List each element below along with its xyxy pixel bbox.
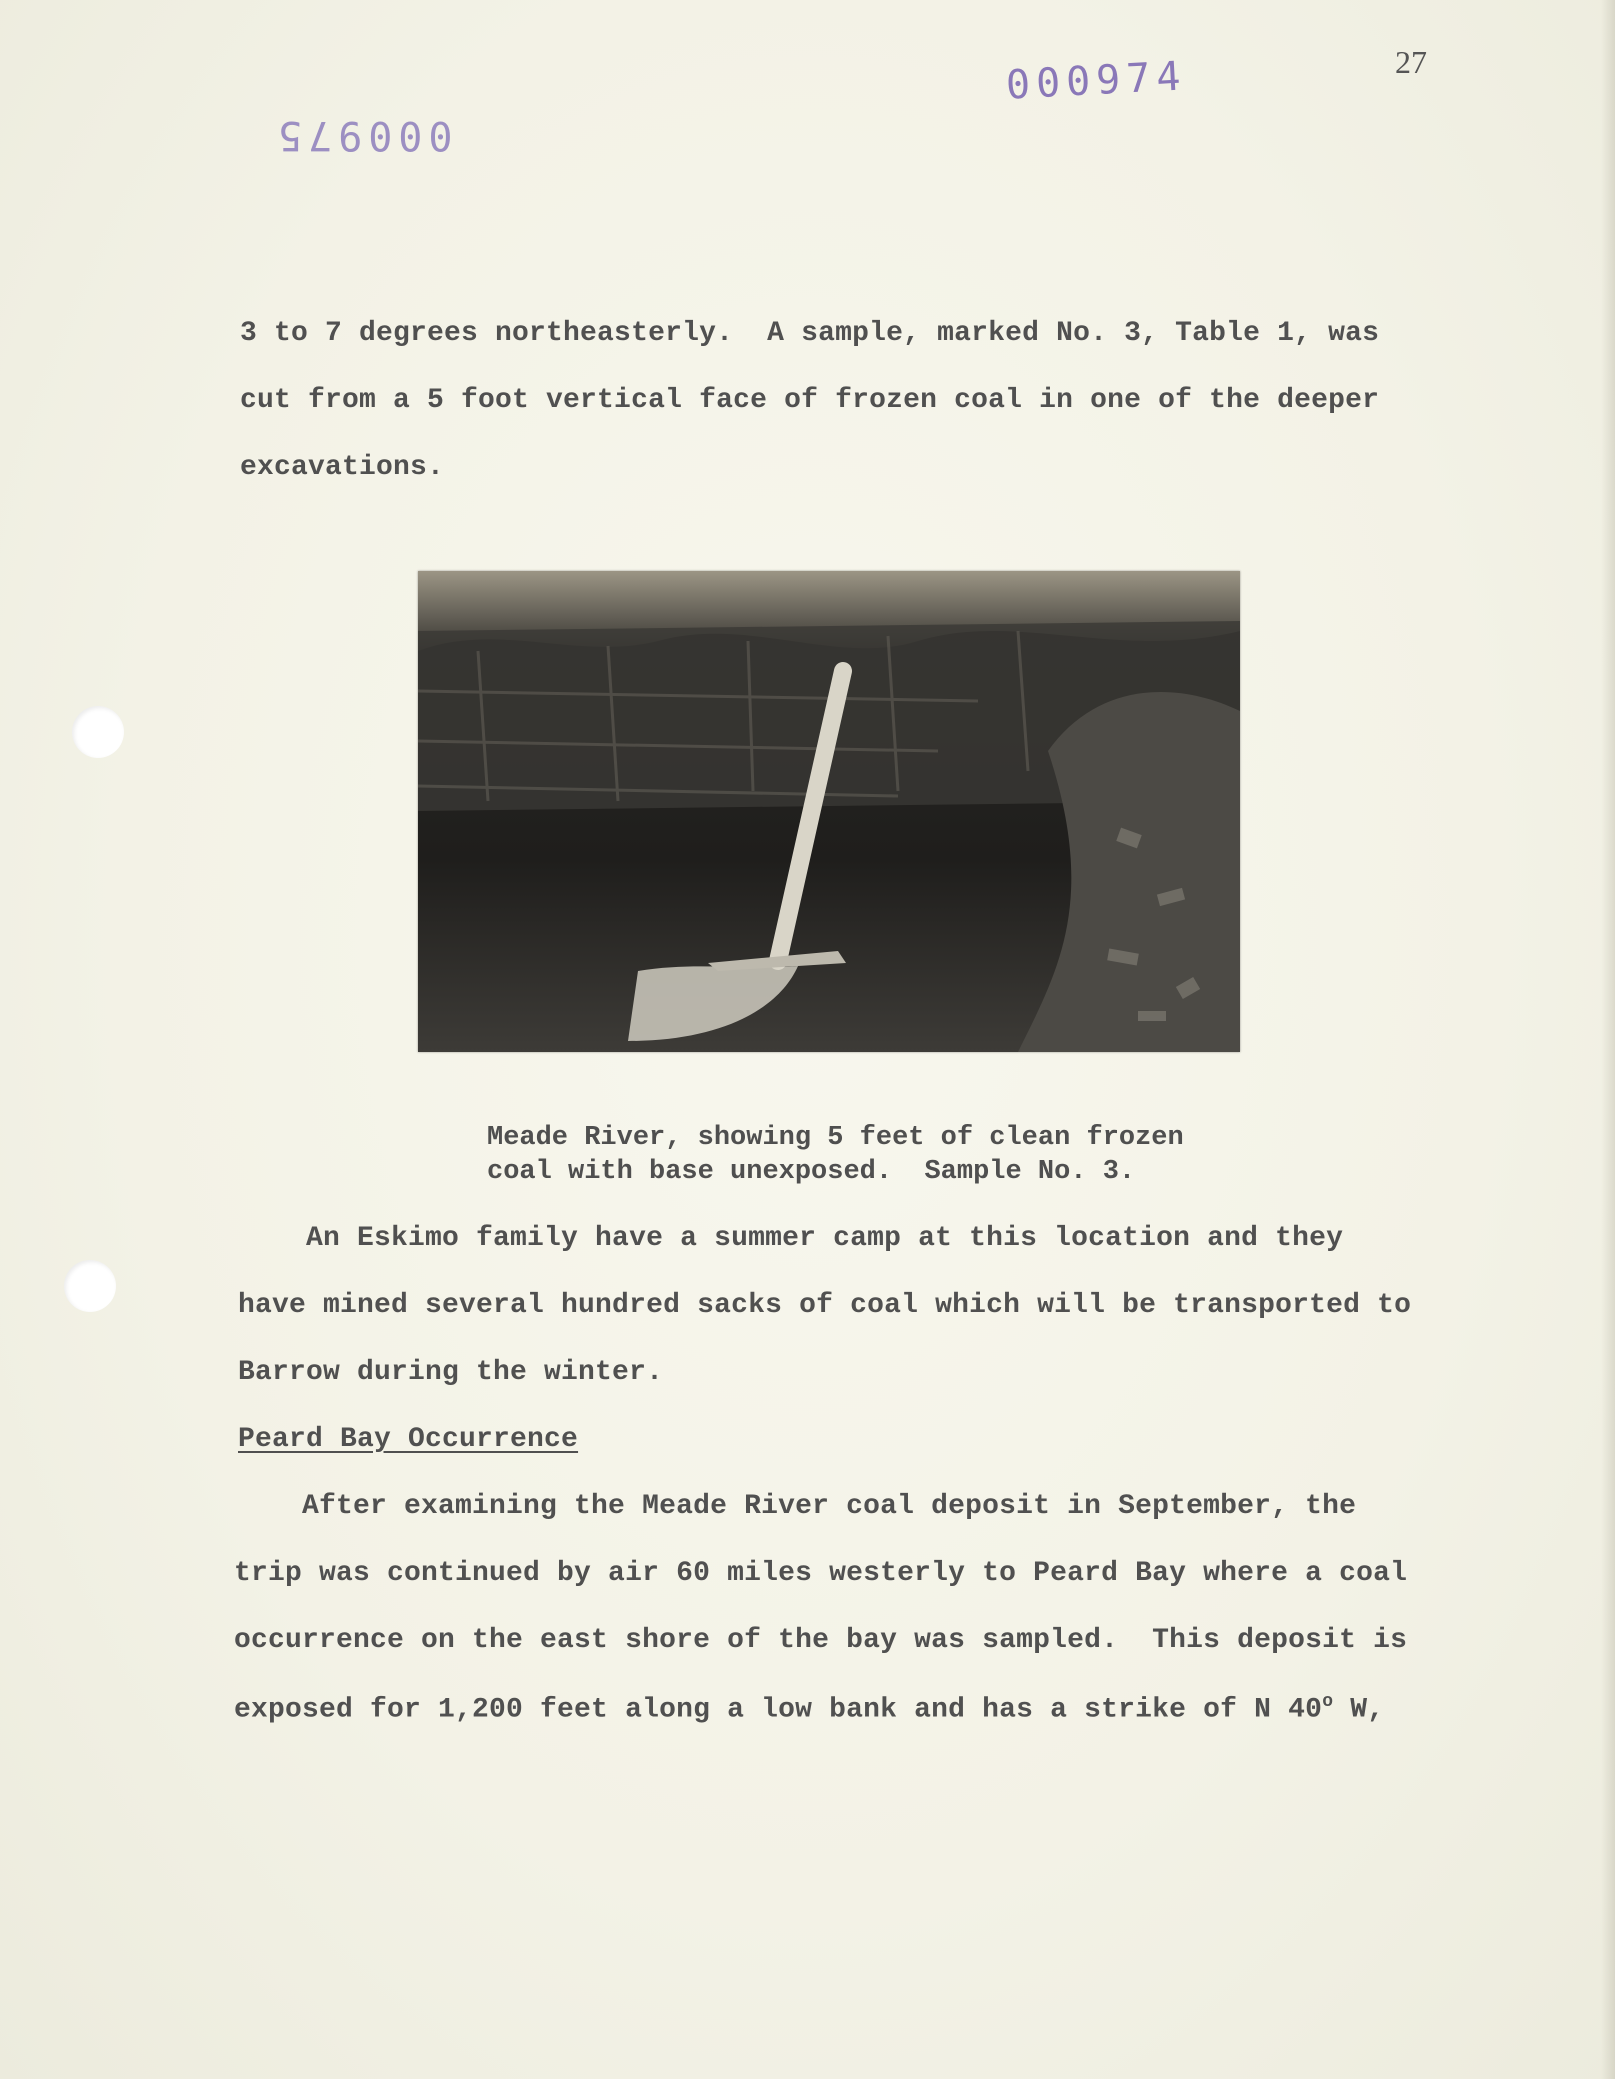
- body-line: Barrow during the winter.: [238, 1357, 664, 1388]
- body-line: excavations.: [240, 452, 445, 483]
- body-line: have mined several hundred sacks of coal which will be transported to: [238, 1290, 1412, 1321]
- coal-face-photo: [418, 571, 1240, 1052]
- degree-mark: o: [1322, 1692, 1334, 1712]
- body-line: 3 to 7 degrees northeasterly. A sample, marked No. 3, Table 1, was: [240, 318, 1380, 349]
- archive-stamp-left: 000975: [272, 112, 453, 158]
- page-number: 27: [1395, 44, 1427, 80]
- photo-image: [418, 571, 1240, 1052]
- archive-stamp-right: 000974: [1004, 53, 1188, 109]
- body-line: trip was continued by air 60 miles westerly to Peard Bay where a coal: [234, 1558, 1408, 1589]
- section-heading: Peard Bay Occurrence: [238, 1424, 579, 1455]
- figure-caption-line: coal with base unexposed. Sample No. 3.: [487, 1157, 1136, 1187]
- punch-hole-top: [72, 706, 124, 758]
- strike-direction: W,: [1333, 1694, 1385, 1726]
- body-line: cut from a 5 foot vertical face of frozen coal in one of the deeper: [240, 385, 1380, 416]
- body-line: occurrence on the east shore of the bay was sampled. This deposit is: [234, 1625, 1408, 1656]
- body-line: An Eskimo family have a summer camp at this location and they: [238, 1223, 1344, 1254]
- body-line-strike: [234, 1692, 1384, 1725]
- figure-caption-line: Meade River, showing 5 feet of clean frozen: [487, 1123, 1184, 1153]
- page-edge-shadow: [1601, 0, 1615, 2079]
- strike-text: exposed for 1,200 feet along a low bank and has a strike of N 40: [234, 1694, 1323, 1726]
- punch-hole-bottom: [64, 1260, 116, 1312]
- body-line: After examining the Meade River coal deposit in September, the: [234, 1491, 1357, 1522]
